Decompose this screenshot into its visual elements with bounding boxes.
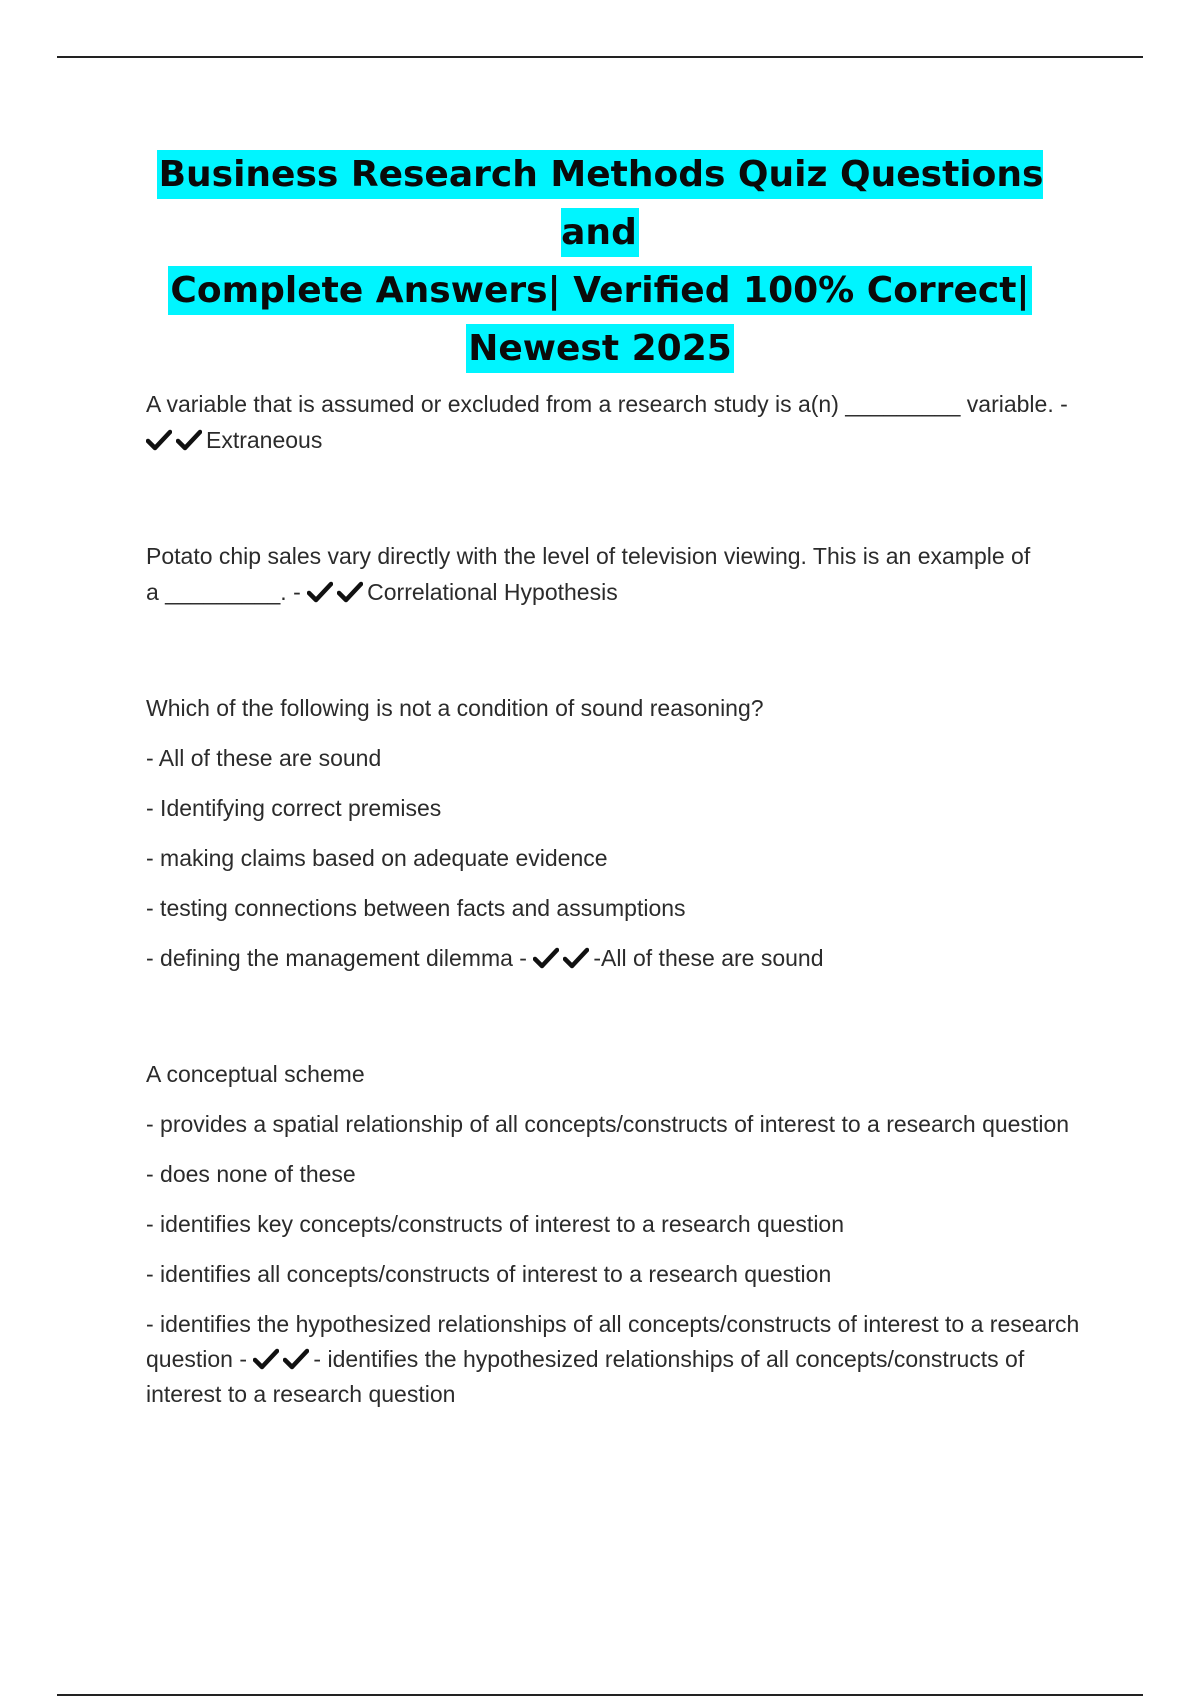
- list-item: - identifies all concepts/constructs of interest to a research question: [146, 1261, 832, 1287]
- check-icon: [283, 1348, 309, 1370]
- question-4-last-option: - identifies the hypothesized relationships of all concepts/constructs of interest to a research question -: [146, 1311, 1080, 1372]
- title-line-1: Business Research Methods Quiz Questions and: [157, 150, 1044, 257]
- question-3-last-option: - defining the management dilemma -: [146, 945, 527, 971]
- list-item: - does none of these: [146, 1161, 356, 1187]
- check-icon: [253, 1348, 279, 1370]
- question-3-text: Which of the following is not a condition of sound reasoning?: [146, 695, 764, 721]
- title-line-2: Complete Answers| Verified 100% Correct|: [168, 266, 1031, 315]
- check-icon: [307, 581, 333, 603]
- check-icon: [176, 429, 202, 451]
- quiz-content: [146, 386, 1086, 1412]
- question-2-answer: Correlational Hypothesis: [367, 579, 618, 605]
- question-2-text-continued: a _________. -: [146, 579, 301, 605]
- list-item: - testing connections between facts and assumptions: [146, 895, 686, 921]
- question-2: [146, 538, 1086, 610]
- question-4-answer: - identifies the hypothesized relationships of all concepts/constructs of interest to a research question: [146, 1346, 1025, 1407]
- list-item: - identifies key concepts/constructs of interest to a research question: [146, 1211, 845, 1237]
- check-icon: [533, 947, 559, 969]
- bottom-rule: [57, 1694, 1143, 1696]
- question-1: [146, 386, 1086, 458]
- question-4-text: A conceptual scheme: [146, 1061, 365, 1087]
- page-title: [140, 146, 1060, 378]
- top-rule: [57, 56, 1143, 58]
- question-3-answer: -All of these are sound: [593, 945, 824, 971]
- question-3: [146, 690, 1086, 976]
- check-icon: [563, 947, 589, 969]
- question-4: [146, 1056, 1086, 1412]
- list-item: [146, 1307, 1086, 1412]
- check-icon: [337, 581, 363, 603]
- list-item: - All of these are sound: [146, 745, 382, 771]
- list-item: [146, 941, 1086, 976]
- list-item: - provides a spatial relationship of all concepts/constructs of interest to a research question: [146, 1111, 1070, 1137]
- check-icon: [146, 429, 172, 451]
- question-2-text: Potato chip sales vary directly with the level of television viewing. This is an example of: [146, 543, 1031, 569]
- list-item: - making claims based on adequate evidence: [146, 845, 608, 871]
- question-1-answer: Extraneous: [206, 427, 323, 453]
- title-line-3: Newest 2025: [466, 324, 734, 373]
- question-1-text: A variable that is assumed or excluded from a research study is a(n) _________ variable. -: [146, 391, 1068, 417]
- list-item: - Identifying correct premises: [146, 795, 442, 821]
